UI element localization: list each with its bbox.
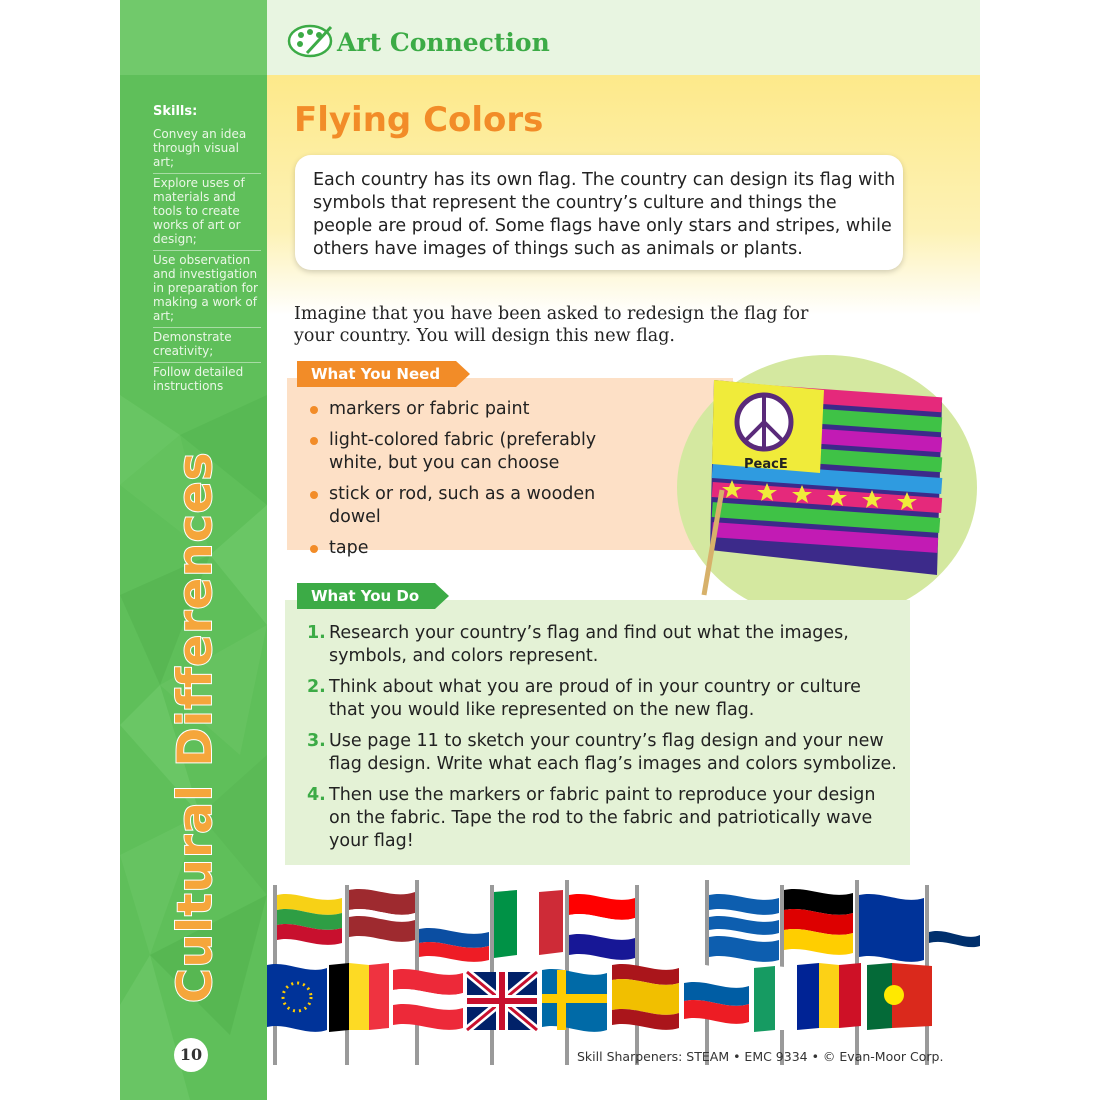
skill-item: Follow detailed instructions xyxy=(153,365,244,393)
page-number: 10 xyxy=(174,1038,208,1072)
intro-box xyxy=(295,155,903,270)
step-number: 2. xyxy=(307,677,326,697)
step-item xyxy=(307,676,897,722)
step-item xyxy=(307,622,897,668)
step-item xyxy=(307,784,897,853)
front-row-flags xyxy=(267,963,932,1032)
materials-heading: What You Need xyxy=(297,361,456,387)
back-row-flags xyxy=(277,889,980,971)
step-number: 4. xyxy=(307,785,326,805)
steps-list xyxy=(307,622,897,861)
steps-heading: What You Do xyxy=(297,583,435,609)
activity-title: Flying Colors xyxy=(294,100,544,140)
flag-text: PeacE xyxy=(744,457,788,472)
step-number: 1. xyxy=(307,623,326,643)
step-text: Use page 11 to sketch your country’s flag design and your new flag design. Write what each flag’s images and colors symbolize. xyxy=(329,731,897,774)
peace-flag-illustration xyxy=(692,370,962,600)
material-item: tape xyxy=(307,537,647,560)
materials-list xyxy=(307,398,647,568)
footer-credit: Skill Sharpeners: STEAM • EMC 9334 • © Evan-Moor Corp. xyxy=(577,1049,944,1064)
step-text: Think about what you are proud of in your country or culture that you would like represented on the new flag. xyxy=(329,677,861,720)
sidebar xyxy=(120,0,267,1100)
intro-text: Each country has its own flag. The country can design its flag with symbols that represent the country’s culture and things the people are proud of. Some flags have only stars and stripes, while others have images of things such as animals or plants. xyxy=(313,170,896,259)
palette-icon xyxy=(287,23,333,59)
material-item: light-colored fabric (preferably white, but you can choose xyxy=(307,429,647,475)
step-text: Then use the markers or fabric paint to reproduce your design on the fabric. Tape the rod to the fabric and patriotically wave your flag! xyxy=(329,785,876,851)
skill-item: Use observation and investigation in preparation for making a work of art; xyxy=(153,251,261,328)
main-content xyxy=(267,0,980,1100)
world-flags-illustration xyxy=(267,880,980,1065)
skill-item: Explore uses of materials and tools to create works of art or design; xyxy=(153,174,261,251)
skill-item: Convey an idea through visual art; xyxy=(153,125,261,174)
lead-text: Imagine that you have been asked to redesign the flag for your country. You will design this new flag. xyxy=(294,304,809,346)
step-item xyxy=(307,730,897,776)
sidebar-header-band xyxy=(120,0,267,75)
step-number: 3. xyxy=(307,731,326,751)
section-header xyxy=(267,0,980,75)
material-item: markers or fabric paint xyxy=(307,398,647,421)
section-title: Art Connection xyxy=(337,28,550,57)
material-item: stick or rod, such as a wooden dowel xyxy=(307,483,647,529)
workbook-page xyxy=(120,0,980,1100)
skills-heading: Skills: xyxy=(153,104,198,119)
unit-title: Cultural Differences xyxy=(168,451,223,1003)
skills-list xyxy=(153,125,261,397)
step-text: Research your country’s flag and find out what the images, symbols, and colors represent. xyxy=(329,623,849,666)
skill-item: Demonstrate creativity; xyxy=(153,328,261,363)
